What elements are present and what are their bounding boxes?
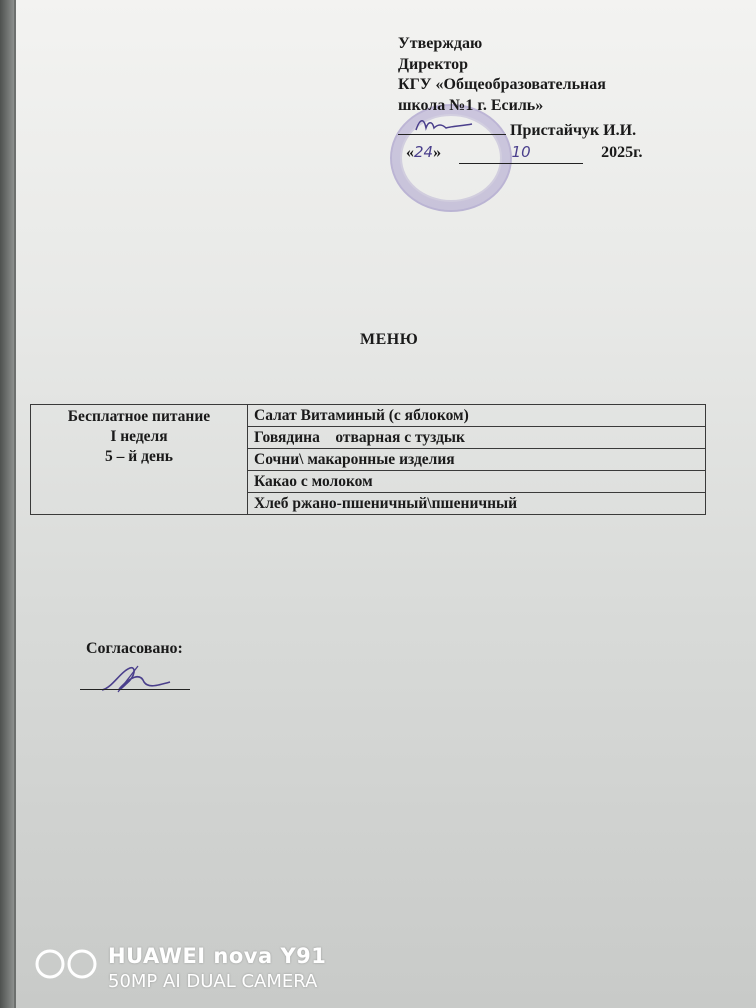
watermark-model: HUAWEI nova Y91 bbox=[108, 944, 327, 968]
menu-item: Сочни\ макаронные изделия bbox=[248, 449, 706, 471]
date-day: 24 bbox=[414, 142, 434, 161]
menu-item: Салат Витаминый (с яблоком) bbox=[248, 405, 706, 427]
date-year: 2025г. bbox=[601, 143, 643, 161]
date-quote-open: « bbox=[406, 143, 414, 161]
signer-name: Пристайчук И.И. bbox=[510, 122, 637, 139]
meal-week: I неделя bbox=[110, 428, 168, 445]
date-quote-close: » bbox=[433, 143, 442, 161]
date-month-line bbox=[459, 142, 583, 165]
menu-item: Какао с молоком bbox=[248, 471, 706, 493]
approval-line-4: школа №1 г. Есиль» bbox=[398, 96, 544, 114]
meal-day: 5 – й день bbox=[105, 448, 173, 465]
approval-signature-row bbox=[398, 116, 738, 142]
table-row bbox=[31, 405, 706, 427]
menu-table bbox=[30, 404, 706, 515]
meal-info-cell bbox=[31, 405, 248, 515]
photo-background-edge bbox=[0, 0, 14, 1008]
meal-type: Бесплатное питание bbox=[67, 408, 211, 425]
watermark-camera: 50MP AI DUAL CAMERA bbox=[108, 971, 318, 992]
director-signature-line bbox=[398, 116, 506, 135]
approval-line-1: Утверждаю bbox=[398, 35, 483, 52]
approval-block bbox=[398, 34, 738, 164]
menu-item: Говядина отварная с туздык bbox=[248, 427, 706, 449]
camera-rings-icon bbox=[34, 948, 100, 980]
page-title: МЕНЮ bbox=[360, 331, 419, 348]
date-month: 10 bbox=[511, 142, 531, 161]
menu-item: Хлеб ржано-пшеничный\пшеничный bbox=[248, 493, 706, 515]
agreed-label: Согласовано: bbox=[86, 640, 183, 657]
agreed-signature-icon bbox=[96, 662, 176, 701]
director-signature-icon bbox=[412, 116, 492, 134]
agreed-signature-line bbox=[80, 689, 190, 690]
approval-line-2: Директор bbox=[398, 55, 468, 73]
approval-line-3: КГУ «Общеобразовательная bbox=[398, 76, 606, 93]
approval-date-row bbox=[398, 142, 738, 165]
